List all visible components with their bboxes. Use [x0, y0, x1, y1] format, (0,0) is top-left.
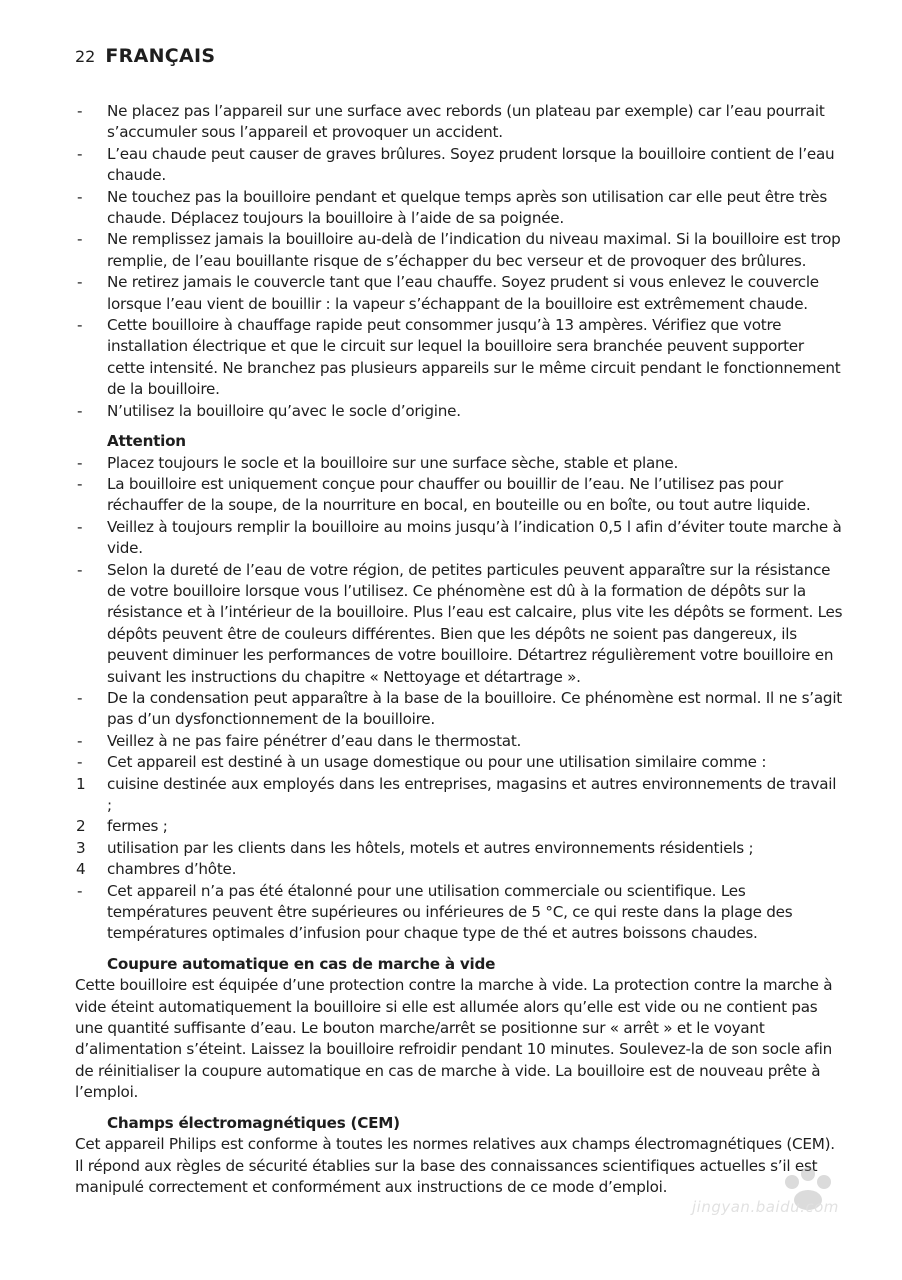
list-item-text: Ne touchez pas la bouilloire pendant et quelque temps après son utilisation car elle peut être très chaude. Déplacez toujours la bouilloire à l’aide de sa poignée.: [107, 187, 828, 228]
bullet-marker: -: [77, 688, 83, 707]
numbered-item-text: utilisation par les clients dans les hôtels, motels et autres environnements résidentiels ;: [107, 838, 754, 857]
bullet-marker: -: [77, 453, 83, 472]
list-item: [75, 315, 845, 401]
list-item: [75, 474, 845, 517]
list-item-text: Placez toujours le socle et la bouilloire sur une surface sèche, stable et plane.: [107, 453, 679, 472]
item-number: 3: [76, 838, 86, 857]
attention-list-continued: [75, 881, 845, 945]
bullet-marker: -: [77, 881, 83, 900]
list-item-text: Veillez à ne pas faire pénétrer d’eau dans le thermostat.: [107, 731, 522, 750]
list-item: [75, 401, 845, 422]
page-number: 22: [75, 47, 96, 66]
bullet-marker: -: [77, 273, 83, 292]
emf-heading: Champs électromagnétiques (CEM): [107, 1113, 400, 1132]
list-item: [75, 101, 845, 144]
bullet-marker: -: [77, 144, 83, 163]
bullet-marker: -: [77, 102, 83, 120]
numbered-item: [75, 816, 845, 837]
bullet-marker: -: [77, 753, 83, 772]
item-number: 4: [76, 860, 86, 879]
list-item: [75, 517, 845, 560]
emf-paragraph: Cet appareil Philips est conforme à toutes les normes relatives aux champs électromagnétiques (CEM). Il répond aux règles de sécurité établies sur la base des connaissances scientifiques actuelles s’il est manipulé correctement et conformément aux instructions de ce mode d’emploi.: [75, 1135, 835, 1196]
list-item-text: De la condensation peut apparaître à la base de la bouilloire. Ce phénomène est normal. Il ne s’agit pas d’un dysfonctionnement de la bouilloire.: [107, 688, 842, 729]
attention-heading: Attention: [107, 432, 186, 451]
list-item: [75, 881, 845, 945]
list-item-text: Cet appareil n’a pas été étalonné pour une utilisation commerciale ou scientifique. Les températures peuvent être supérieures ou inférieures de 5 °C, ce qui reste dans la plage des températures optimales d’infusion pour chaque type de thé et autres boissons chaudes.: [107, 881, 793, 943]
bullet-marker: -: [77, 474, 83, 493]
list-item-text: Ne remplissez jamais la bouilloire au-delà de l’indication du niveau maximal. Si la bouilloire est trop remplie, de l’eau bouillante risque de s’échapper du bec verseur et de provoquer des brûlures.: [107, 230, 841, 270]
bullet-marker: -: [77, 401, 83, 420]
numbered-item-text: cuisine destinée aux employés dans les entreprises, magasins et autres environnements de travail ;: [107, 774, 837, 814]
bullet-marker: -: [77, 517, 83, 536]
list-item-text: Selon la dureté de l’eau de votre région, de petites particules peuvent apparaître sur la résistance de votre bouilloire lorsque vous l’utilisez. Ce phénomène est dû à la formation de dépôts sur la résistance et à l’intérieur de la bouilloire. Plus l’eau est calcaire, plus vite les dépôts se forment. Les dépôts peuvent être de couleurs différentes. Bien que les dépôts ne soient pas dangereux, ils peuvent diminuer les performances de votre bouilloire. Détartrez régulièrement votre bouilloire en suivant les instructions du chapitre « Nettoyage et détartrage ».: [107, 560, 843, 686]
list-item: [75, 752, 845, 773]
list-item: [75, 688, 845, 731]
list-item: [75, 144, 845, 187]
bullet-marker: -: [77, 731, 83, 750]
list-item-text: Ne retirez jamais le couvercle tant que l’eau chauffe. Soyez prudent si vous enlevez le couvercle lorsque l’eau vient de bouillir : la vapeur s’échappant de la bouilloire est extrêmement chaude.: [107, 273, 819, 313]
list-item-text: Veillez à toujours remplir la bouilloire au moins jusqu’à l’indication 0,5 l afin d’éviter toute marche à vide.: [107, 517, 842, 558]
safety-list: [75, 101, 845, 422]
list-item-text: La bouilloire est uniquement conçue pour chauffer ou bouillir de l’eau. Ne l’utilisez pas pour réchauffer de la soupe, de la nourriture en bocal, en bouteille ou en boîte, ou tout autre liquide.: [107, 474, 811, 515]
list-item: [75, 272, 845, 315]
list-item-text: Cette bouilloire à chauffage rapide peut consommer jusqu’à 13 ampères. Vérifiez que votre installation électrique et que le circuit sur lequel la bouilloire sera branchée peuvent supporter cette intensité. Ne branchez pas plusieurs appareils sur le même circuit pendant le fonctionnement de la bouilloire.: [107, 316, 841, 399]
numbered-item-text: fermes ;: [107, 817, 168, 836]
list-item: [75, 187, 845, 230]
item-number: 1: [76, 774, 86, 793]
numbered-item-text: chambres d’hôte.: [107, 860, 237, 879]
bullet-marker: -: [77, 560, 83, 579]
page-header: [75, 45, 215, 71]
attention-list: [75, 453, 845, 774]
bullet-marker: -: [77, 316, 83, 335]
list-item-text: L’eau chaude peut causer de graves brûlures. Soyez prudent lorsque la bouilloire contient de l’eau chaude.: [107, 144, 835, 185]
list-item-text: N’utilisez la bouilloire qu’avec le socle d’origine.: [107, 401, 461, 420]
list-item: [75, 453, 845, 474]
auto-off-paragraph: Cette bouilloire est équipée d’une protection contre la marche à vide. La protection contre la marche à vide éteint automatiquement la bouilloire si elle est allumée alors qu’elle est vide ou ne contient pas une quantité suffisante d’eau. Le bouton marche/arrêt se positionne sur « arrêt » et le voyant d’alimentation s’éteint. Laissez la bouilloire refroidir pendant 10 minutes. Soulevez-la de son socle afin de réinitialiser la coupure automatique en cas de marche à vide. La bouilloire est de nouveau prête à l’emploi.: [75, 976, 833, 1102]
list-item-text: Cet appareil est destiné à un usage domestique ou pour une utilisation similaire comme :: [107, 753, 767, 772]
numbered-list: [75, 774, 845, 881]
language-title: FRANÇAIS: [105, 45, 216, 67]
list-item-text: Ne placez pas l’appareil sur une surface avec rebords (un plateau par exemple) car l’eau pourrait s’accumuler sous l’appareil et provoquer un accident.: [107, 102, 825, 142]
list-item: [75, 560, 845, 688]
document-body: [75, 101, 845, 1198]
watermark-text: jingyan.baidu.com: [692, 1198, 839, 1216]
numbered-item: [75, 859, 845, 880]
list-item: [75, 731, 845, 752]
list-item: [75, 229, 845, 272]
numbered-item: [75, 774, 845, 817]
bullet-marker: -: [77, 187, 83, 206]
auto-off-heading: Coupure automatique en cas de marche à vide: [107, 954, 496, 973]
item-number: 2: [76, 817, 86, 836]
numbered-item: [75, 838, 845, 859]
bullet-marker: -: [77, 230, 83, 249]
